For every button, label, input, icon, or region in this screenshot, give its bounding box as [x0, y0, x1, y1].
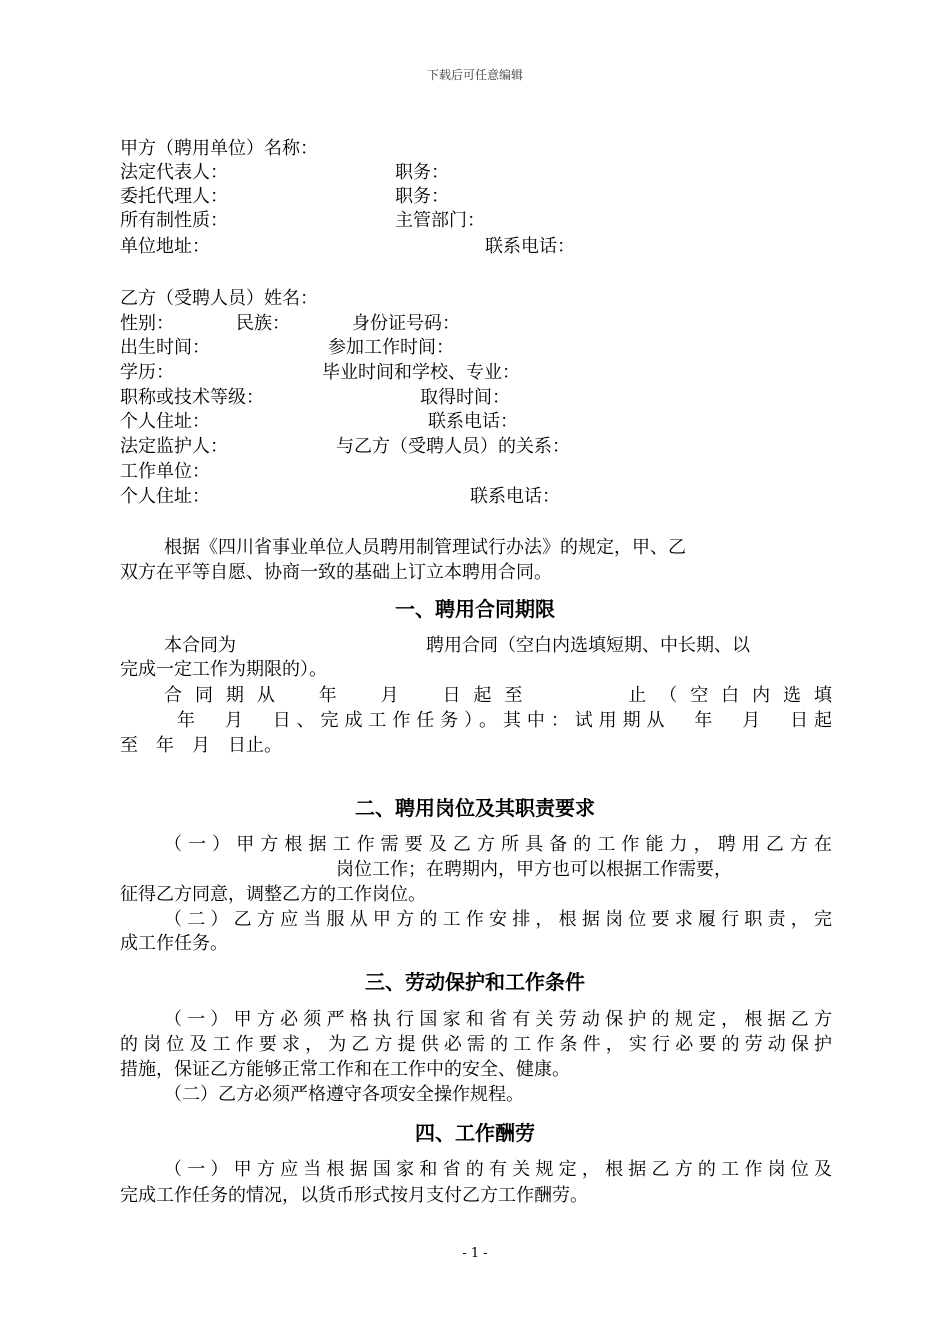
party-a-agent-label: 委托代理人：: [120, 186, 228, 207]
party-b-guardian-label: 法定监护人：: [120, 436, 228, 457]
section-2-p1-line-1: （一）甲方根据工作需要及乙方所具备的工作能力，聘用乙方在: [164, 834, 832, 855]
section-2-p2-line-2: 成工作任务。: [120, 933, 228, 954]
section-2-p1-line-2: 岗位工作；在聘期内，甲方也可以根据工作需要，: [336, 859, 732, 880]
section-4-title: 四、工作酬劳: [415, 1121, 535, 1145]
party-b-obtained-label: 取得时间：: [420, 387, 510, 408]
party-b-ethnicity-label: 民族：: [236, 313, 290, 334]
section-1-p1-part-b: 聘用合同（空白内选填短期、中长期、以: [426, 635, 750, 656]
section-2-title: 二、聘用岗位及其职责要求: [355, 796, 595, 820]
section-4-p1-line-2: 完成工作任务的情况，以货币形式按月支付乙方工作酬劳。: [120, 1185, 588, 1206]
section-3-p1-line-3: 措施，保证乙方能够正常工作和在工作中的安全、健康。: [120, 1059, 570, 1080]
section-4-p1-line-1: （一）甲方应当根据国家和省的有关规定，根据乙方的工作岗位及: [164, 1159, 832, 1180]
party-a-rep-label: 法定代表人：: [120, 162, 228, 183]
section-1-p2-line-1: 合同期从 年 月 日起至 止（空白内选填: [164, 685, 832, 706]
section-3-p1-line-1: （一）甲方必须严格执行国家和省有关劳动保护的规定，根据乙方: [164, 1009, 832, 1030]
section-1-p2-line-2: 年 月 日、完成工作任务）。其中：试用期从 年 月 日起: [177, 710, 832, 731]
section-2-p2-line-1: （二）乙方应当服从甲方的工作安排，根据岗位要求履行职责，完: [164, 909, 832, 930]
page-number: - 1 -: [462, 1246, 488, 1261]
party-a-address-label: 单位地址：: [120, 236, 210, 257]
party-a-ownership-label: 所有制性质：: [120, 210, 228, 231]
party-b-id-label: 身份证号码：: [352, 313, 460, 334]
section-1-p1-part-a: 本合同为: [164, 635, 236, 656]
party-b-graduation-label: 毕业时间和学校、专业：: [322, 362, 520, 383]
section-3-p1-line-2: 的岗位及工作要求，为乙方提供必需的工作条件，实行必要的劳动保护: [120, 1034, 832, 1055]
section-1-p1-line-2: 完成一定工作为期限的）。: [120, 659, 327, 680]
party-a-name-label: 甲方（聘用单位）名称：: [120, 138, 318, 159]
page-header: 下载后可任意编辑: [426, 68, 523, 82]
party-b-guardian-phone-label: 联系电话：: [470, 486, 560, 507]
party-a-authority-label: 主管部门：: [395, 210, 485, 231]
party-b-guardian-address-label: 个人住址：: [120, 486, 210, 507]
party-b-name-label: 乙方（受聘人员）姓名：: [120, 288, 318, 309]
party-b-phone-label: 联系电话：: [428, 411, 518, 432]
party-b-relation-label: 与乙方（受聘人员）的关系：: [336, 436, 570, 457]
party-b-work-start-label: 参加工作时间：: [328, 337, 454, 358]
party-b-title-label: 职称或技术等级：: [120, 387, 264, 408]
party-b-education-label: 学历：: [120, 362, 174, 383]
party-b-address-label: 个人住址：: [120, 411, 210, 432]
section-3-title: 三、劳动保护和工作条件: [365, 970, 585, 994]
party-a-rep-position-label: 职务：: [395, 162, 449, 183]
section-1-p2-line-3: 至 年 月 日止。: [120, 735, 282, 756]
party-a-agent-position-label: 职务：: [395, 186, 449, 207]
intro-line-2: 双方在平等自愿、协商一致的基础上订立本聘用合同。: [120, 562, 552, 583]
party-b-birth-label: 出生时间：: [120, 337, 210, 358]
party-b-gender-label: 性别：: [120, 313, 174, 334]
section-2-p1-line-3: 征得乙方同意，调整乙方的工作岗位。: [120, 884, 426, 905]
section-3-p2-line-1: （二）乙方必须严格遵守各项安全操作规程。: [164, 1084, 524, 1105]
section-1-title: 一、聘用合同期限: [395, 597, 555, 621]
party-b-workplace-label: 工作单位：: [120, 461, 210, 482]
intro-line-1: 根据《四川省事业单位人员聘用制管理试行办法》的规定，甲、乙: [164, 537, 686, 558]
party-a-phone-label: 联系电话：: [485, 236, 575, 257]
